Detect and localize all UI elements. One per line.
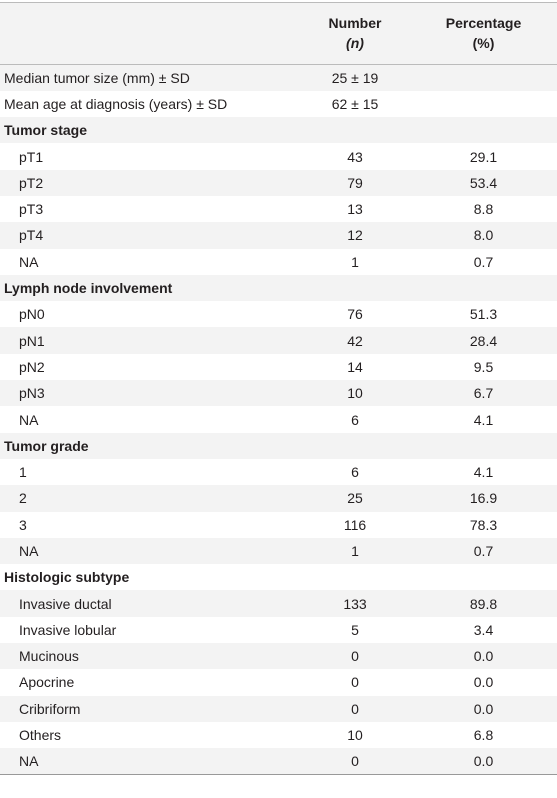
number-cell: 25 (300, 485, 410, 511)
header-number (300, 3, 410, 65)
table-row (0, 354, 557, 380)
row-label: pT2 (0, 170, 300, 196)
number-cell: 42 (300, 327, 410, 353)
number-cell: 14 (300, 354, 410, 380)
number-cell (300, 275, 410, 301)
table-row (0, 643, 557, 669)
section-label: Histologic subtype (0, 564, 300, 590)
row-label: NA (0, 538, 300, 564)
row-label: 3 (0, 512, 300, 538)
number-cell: 62 ± 15 (300, 91, 410, 117)
row-label: pN1 (0, 327, 300, 353)
clinicopathological-table (0, 2, 557, 775)
number-cell: 0 (300, 669, 410, 695)
number-cell: 12 (300, 222, 410, 248)
table-row (0, 617, 557, 643)
section-label: Lymph node involvement (0, 275, 300, 301)
row-label: 2 (0, 485, 300, 511)
row-label: Cribriform (0, 696, 300, 722)
table-row (0, 590, 557, 616)
table-row (0, 170, 557, 196)
table-row (0, 327, 557, 353)
row-label: NA (0, 748, 300, 774)
percentage-cell: 0.0 (410, 696, 557, 722)
number-cell: 10 (300, 380, 410, 406)
row-label: Invasive ductal (0, 590, 300, 616)
row-label: pT1 (0, 143, 300, 169)
section-row (0, 433, 557, 459)
number-cell: 5 (300, 617, 410, 643)
percentage-cell: 29.1 (410, 143, 557, 169)
number-cell: 1 (300, 538, 410, 564)
percentage-cell: 0.0 (410, 669, 557, 695)
percentage-cell: 8.8 (410, 196, 557, 222)
number-cell: 6 (300, 459, 410, 485)
row-label: Mucinous (0, 643, 300, 669)
table-row (0, 696, 557, 722)
percentage-cell: 8.0 (410, 222, 557, 248)
table-row (0, 249, 557, 275)
number-cell (300, 117, 410, 143)
row-label: pT4 (0, 222, 300, 248)
percentage-cell: 0.0 (410, 643, 557, 669)
number-cell: 133 (300, 590, 410, 616)
percentage-cell: 3.4 (410, 617, 557, 643)
table-row (0, 669, 557, 695)
number-cell: 43 (300, 143, 410, 169)
percentage-cell: 6.7 (410, 380, 557, 406)
percentage-cell (410, 65, 557, 91)
number-cell: 0 (300, 748, 410, 774)
header-number-title: Number (328, 15, 382, 31)
percentage-cell: 4.1 (410, 459, 557, 485)
percentage-cell: 6.8 (410, 722, 557, 748)
table-row (0, 380, 557, 406)
row-label: Median tumor size (mm) ± SD (0, 65, 300, 91)
number-cell: 76 (300, 301, 410, 327)
table-row (0, 485, 557, 511)
table-row (0, 722, 557, 748)
header-percentage-title: Percentage (445, 15, 522, 31)
table-row (0, 91, 557, 117)
header-percentage-unit: (%) (472, 35, 495, 51)
table-row (0, 406, 557, 432)
row-label: Apocrine (0, 669, 300, 695)
percentage-cell: 9.5 (410, 354, 557, 380)
number-cell: 25 ± 19 (300, 65, 410, 91)
number-cell: 116 (300, 512, 410, 538)
section-row (0, 117, 557, 143)
row-label: pN0 (0, 301, 300, 327)
row-label: pN2 (0, 354, 300, 380)
row-label: Invasive lobular (0, 617, 300, 643)
number-cell: 0 (300, 696, 410, 722)
percentage-cell (410, 275, 557, 301)
row-label: pT3 (0, 196, 300, 222)
percentage-cell: 16.9 (410, 485, 557, 511)
section-label: Tumor stage (0, 117, 300, 143)
table-row (0, 222, 557, 248)
percentage-cell: 28.4 (410, 327, 557, 353)
number-cell: 79 (300, 170, 410, 196)
header-percentage (410, 3, 557, 65)
number-cell: 0 (300, 643, 410, 669)
row-label: Others (0, 722, 300, 748)
row-label: NA (0, 249, 300, 275)
table-row (0, 512, 557, 538)
percentage-cell: 78.3 (410, 512, 557, 538)
row-label: Mean age at diagnosis (years) ± SD (0, 91, 300, 117)
percentage-cell: 4.1 (410, 406, 557, 432)
percentage-cell (410, 91, 557, 117)
percentage-cell (410, 433, 557, 459)
table-row (0, 196, 557, 222)
section-row (0, 564, 557, 590)
percentage-cell: 0.7 (410, 249, 557, 275)
percentage-cell: 0.7 (410, 538, 557, 564)
table-row (0, 143, 557, 169)
row-label: NA (0, 406, 300, 432)
percentage-cell: 51.3 (410, 301, 557, 327)
number-cell (300, 564, 410, 590)
number-cell (300, 433, 410, 459)
table-row (0, 748, 557, 774)
header-number-unit: (n) (346, 35, 364, 51)
percentage-cell: 89.8 (410, 590, 557, 616)
percentage-cell: 53.4 (410, 170, 557, 196)
header-blank (0, 3, 300, 65)
table-header-row (0, 3, 557, 65)
table-body (0, 65, 557, 775)
table-row (0, 301, 557, 327)
row-label: 1 (0, 459, 300, 485)
table-row (0, 538, 557, 564)
percentage-cell (410, 117, 557, 143)
row-label: pN3 (0, 380, 300, 406)
table-row (0, 65, 557, 91)
section-label: Tumor grade (0, 433, 300, 459)
number-cell: 1 (300, 249, 410, 275)
section-row (0, 275, 557, 301)
number-cell: 13 (300, 196, 410, 222)
percentage-cell (410, 564, 557, 590)
number-cell: 10 (300, 722, 410, 748)
number-cell: 6 (300, 406, 410, 432)
percentage-cell: 0.0 (410, 748, 557, 774)
table-row (0, 459, 557, 485)
